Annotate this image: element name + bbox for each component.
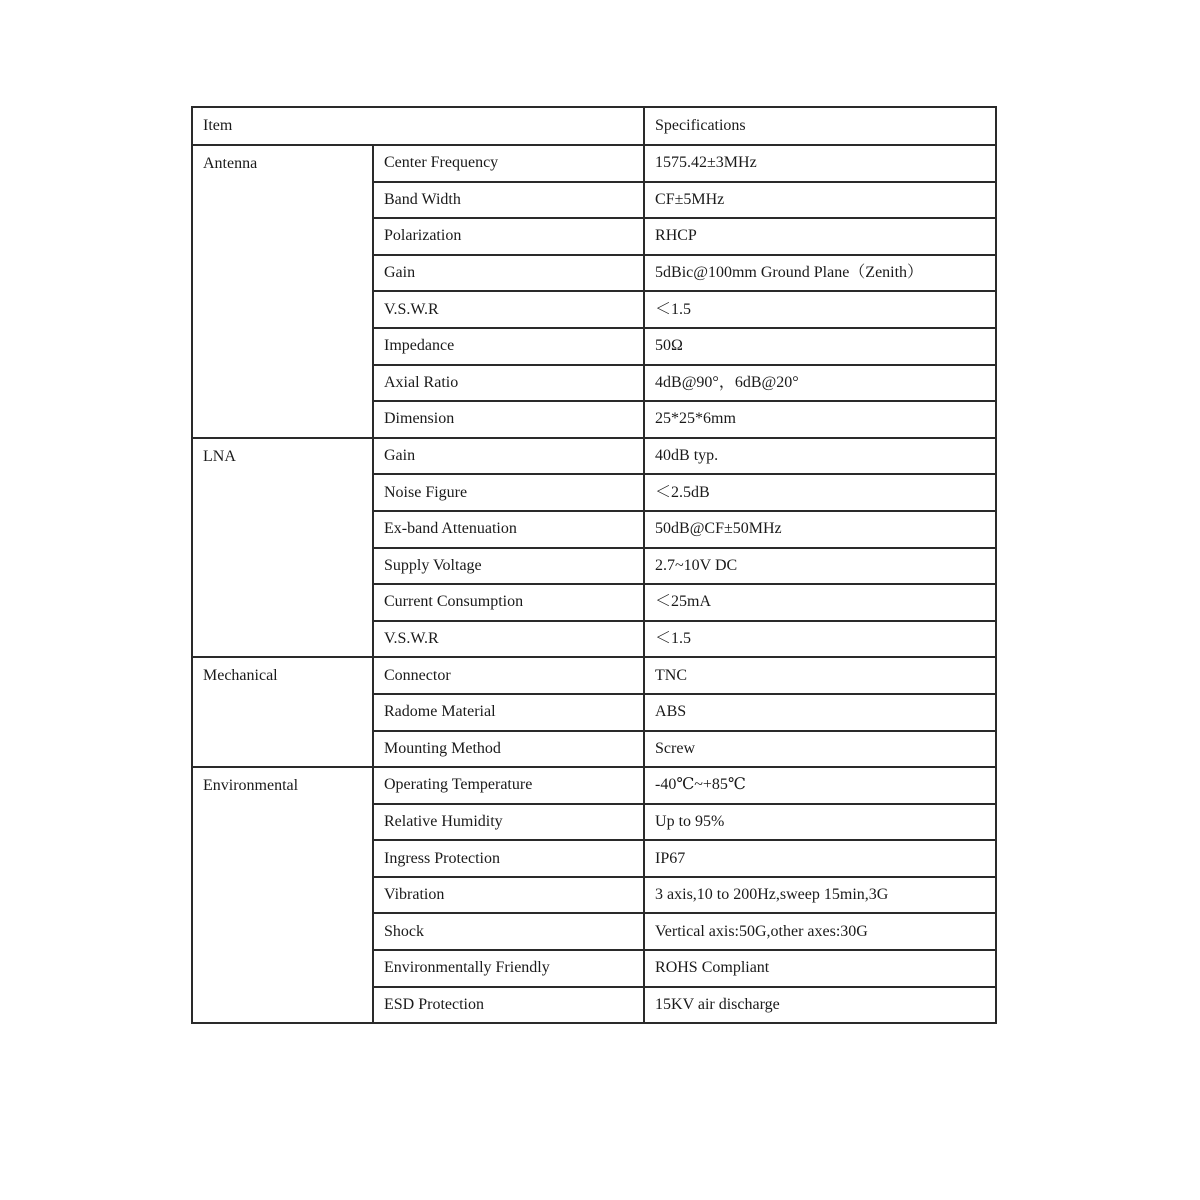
table-row — [192, 145, 996, 182]
specifications-table-body — [192, 107, 996, 1023]
value-cell: RHCP — [644, 218, 996, 255]
value-cell: ＜1.5 — [644, 621, 996, 658]
value-cell: Up to 95% — [644, 804, 996, 841]
table-header-row — [192, 107, 996, 145]
parameter-cell: ESD Protection — [373, 987, 644, 1024]
parameter-cell: V.S.W.R — [373, 621, 644, 658]
value-cell: -40℃~+85℃ — [644, 767, 996, 804]
parameter-cell: Band Width — [373, 182, 644, 219]
parameter-cell: Noise Figure — [373, 474, 644, 511]
value-cell: 5dBic@100mm Ground Plane（Zenith） — [644, 255, 996, 292]
table-row — [192, 438, 996, 475]
table-row — [192, 767, 996, 804]
parameter-cell: Ex-band Attenuation — [373, 511, 644, 548]
specifications-table — [191, 106, 997, 1024]
parameter-cell: Relative Humidity — [373, 804, 644, 841]
value-cell: 25*25*6mm — [644, 401, 996, 438]
value-cell: TNC — [644, 657, 996, 694]
value-cell: ABS — [644, 694, 996, 731]
parameter-cell: Gain — [373, 438, 644, 475]
parameter-cell: Supply Voltage — [373, 548, 644, 585]
value-cell: IP67 — [644, 840, 996, 877]
value-cell: ROHS Compliant — [644, 950, 996, 987]
parameter-cell: Operating Temperature — [373, 767, 644, 804]
value-cell: Screw — [644, 731, 996, 768]
parameter-cell: Axial Ratio — [373, 365, 644, 402]
parameter-cell: Gain — [373, 255, 644, 292]
value-cell: ＜1.5 — [644, 291, 996, 328]
parameter-cell: Radome Material — [373, 694, 644, 731]
group-label: Mechanical — [192, 657, 373, 767]
value-cell: ＜2.5dB — [644, 474, 996, 511]
value-cell: 3 axis,10 to 200Hz,sweep 15min,3G — [644, 877, 996, 914]
header-specifications: Specifications — [644, 107, 996, 145]
table-row — [192, 657, 996, 694]
group-label: Antenna — [192, 145, 373, 438]
value-cell: Vertical axis:50G,other axes:30G — [644, 913, 996, 950]
parameter-cell: Dimension — [373, 401, 644, 438]
value-cell: 15KV air discharge — [644, 987, 996, 1024]
value-cell: 2.7~10V DC — [644, 548, 996, 585]
parameter-cell: Environmentally Friendly — [373, 950, 644, 987]
parameter-cell: Shock — [373, 913, 644, 950]
parameter-cell: Current Consumption — [373, 584, 644, 621]
value-cell: 50dB@CF±50MHz — [644, 511, 996, 548]
group-label: Environmental — [192, 767, 373, 1023]
header-item: Item — [192, 107, 644, 145]
parameter-cell: Polarization — [373, 218, 644, 255]
value-cell: ＜25mA — [644, 584, 996, 621]
value-cell: 4dB@90°，6dB@20° — [644, 365, 996, 402]
value-cell: CF±5MHz — [644, 182, 996, 219]
value-cell: 1575.42±3MHz — [644, 145, 996, 182]
parameter-cell: Vibration — [373, 877, 644, 914]
parameter-cell: Mounting Method — [373, 731, 644, 768]
value-cell: 40dB typ. — [644, 438, 996, 475]
value-cell: 50Ω — [644, 328, 996, 365]
parameter-cell: Impedance — [373, 328, 644, 365]
parameter-cell: Ingress Protection — [373, 840, 644, 877]
parameter-cell: Center Frequency — [373, 145, 644, 182]
group-label: LNA — [192, 438, 373, 658]
parameter-cell: Connector — [373, 657, 644, 694]
parameter-cell: V.S.W.R — [373, 291, 644, 328]
